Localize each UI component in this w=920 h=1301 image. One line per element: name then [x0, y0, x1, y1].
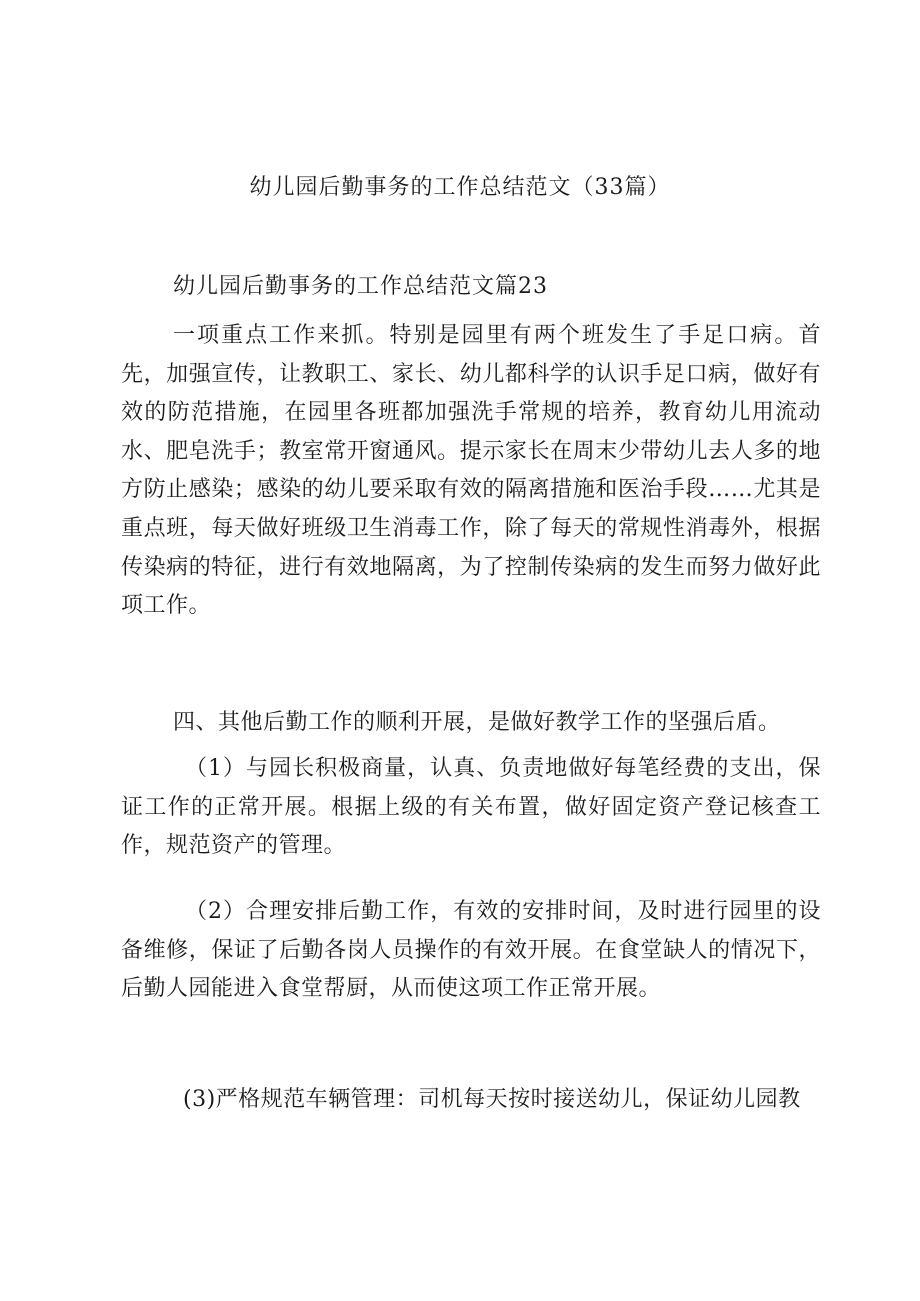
- document-title: 幼儿园后勤事务的工作总结范文（33篇）: [249, 175, 671, 200]
- paragraph-item-2-maintenance: （2）合理安排后勤工作，有效的安排时间，及时进行园里的设备维修，保证了后勤各岗人员操作的有效开展。在食堂缺人的情况下，后勤人园能进入食堂帮厨，从而使这项工作正常开展。: [121, 899, 821, 1002]
- paragraph-section-four-heading: 四、其他后勤工作的顺利开展，是做好教学工作的坚强后盾。: [173, 710, 781, 735]
- paragraph-item-1-funding: （1）与园长积极商量，认真、负责地做好每笔经费的支出，保证工作的正常开展。根据上级的有关布置，做好固定资产登记核查工作，规范资产的管理。: [121, 756, 821, 859]
- paragraph-hfmd-prevention: 一项重点工作来抓。特别是园里有两个班发生了手足口病。首先，加强宣传，让教职工、家长、幼儿都科学的认识手足口病，做好有效的防范措施，在园里各班都加强洗手常规的培养，教育幼儿用流动水、肥皂洗手；教室常开窗通风。提示家长在周末少带幼儿去人多的地方防止感染；感染的幼儿要采取有效的隔离措施和医治手段……尤其是重点班，每天做好班级卫生消毒工作，除了每天的常规性消毒外，根据传染病的特征，进行有效地隔离，为了控制传染病的发生而努力做好此项工作。: [121, 323, 821, 619]
- paragraph-item-3-vehicles: (3)严格规范车辆管理：司机每天按时接送幼儿，保证幼儿园教: [183, 1087, 801, 1112]
- section-subheading: 幼儿园后勤事务的工作总结范文篇23: [173, 274, 548, 299]
